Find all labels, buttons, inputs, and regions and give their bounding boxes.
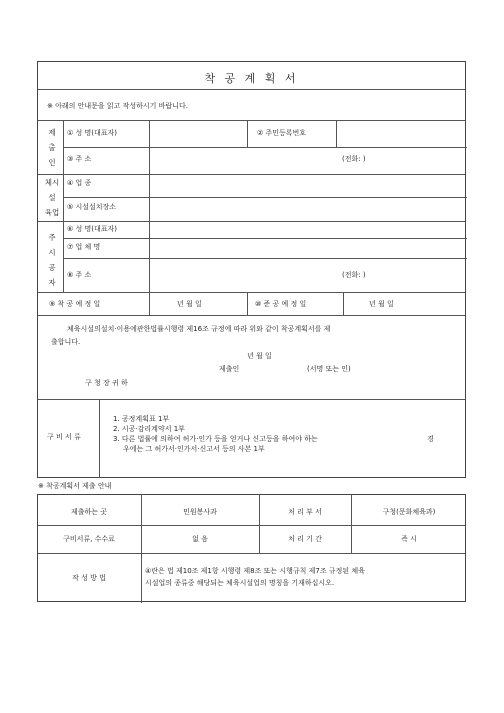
- form-title: 착 공 계 획 서: [204, 72, 299, 85]
- company-name-field[interactable]: [150, 239, 466, 257]
- applicant-address-field[interactable]: [150, 148, 466, 173]
- guide-row1-label: 제출하는 곳: [70, 508, 108, 516]
- business-type-field[interactable]: [150, 175, 466, 196]
- start-date-label: ⑨ 착 공 예 정 일: [49, 300, 101, 308]
- divider: [99, 399, 100, 478]
- attachment-item-4: 우에는 그 허가서·인가서·신고서 등의 사본 1부: [123, 445, 265, 453]
- instruction-text: ※ 아래의 안내문을 읽고 작성하시기 바랍니다.: [47, 102, 188, 110]
- divider: [343, 292, 344, 315]
- guide-row2-label: 구비서류, 수수료: [63, 535, 115, 543]
- guide-row2-label2: 처 리 기 간: [288, 535, 322, 543]
- business-type-label: ④ 업 종: [67, 179, 92, 187]
- facility-location-label: ⑤ 시설설치장소: [67, 203, 117, 211]
- construction-plan-form: [37, 61, 466, 478]
- guide-heading: ※ 착공계획서 제출 안내: [38, 482, 112, 490]
- guide-row1-label2: 처 리 부 서: [288, 508, 322, 516]
- applicant-address-label: ③ 주 소: [67, 155, 92, 163]
- applicant-phone-label: (전화: ): [342, 155, 366, 163]
- divider: [259, 495, 260, 553]
- divider: [63, 221, 64, 292]
- company-name-label: ⑦ 업 체 명: [67, 243, 101, 251]
- applicant-name-label: ① 성 명(대표자): [67, 129, 117, 137]
- attachment-item-3-tail: 경: [427, 435, 434, 443]
- method-line2: 시설업의 종류중 해당되는 체육시설업의 명칭을 기재하십시오.: [145, 579, 335, 587]
- contractor-name-label: ⑥ 성 명(대표자): [67, 225, 117, 233]
- divider: [38, 553, 465, 554]
- applicant-name-field[interactable]: [150, 121, 247, 145]
- guide-row2-value2: 즉 시: [401, 535, 417, 543]
- recipient-label: 구 청 장 귀 하: [85, 379, 128, 387]
- guide-table: [37, 494, 466, 602]
- divider: [351, 495, 352, 553]
- guide-row2-value: 없 음: [192, 535, 208, 543]
- resident-no-field[interactable]: [337, 121, 466, 145]
- resident-no-label: ② 주민등록번호: [257, 129, 307, 137]
- declaration-line1: 체육시설의설치·이용에관한법률시행령 제16조 규정에 따라 위와 같이 착공계획서를 제: [67, 325, 331, 333]
- guide-row1-value: 민원봉사과: [183, 508, 217, 516]
- contractor-group-label: 주 시 공 자: [48, 233, 56, 287]
- contractor-name-field[interactable]: [150, 222, 466, 237]
- signature-label: (서명 또는 인): [307, 365, 351, 373]
- declaration-line2: 출합니다.: [51, 338, 81, 346]
- attachments-label: 구 비 서 류: [47, 433, 81, 441]
- divider: [38, 525, 465, 526]
- attachment-item-2: 2. 시공·감리계약서 1부: [113, 425, 185, 433]
- divider: [247, 292, 248, 315]
- contractor-address-field[interactable]: [150, 259, 466, 291]
- start-date-field[interactable]: 년 월 일: [177, 300, 202, 308]
- applicant-group-label: 제 출 인: [48, 128, 56, 167]
- method-label: 작 성 방 법: [72, 574, 106, 582]
- method-line1: ④란은 법 제10조 제1항 시행령 제8조 또는 시행규칙 제7조 규정된 체육: [145, 567, 365, 575]
- divider: [149, 292, 150, 315]
- submitter-label: 제출인: [219, 365, 240, 373]
- end-date-field[interactable]: 년 월 일: [369, 300, 394, 308]
- attachment-item-3: 3. 다른 법률에 의하여 허가·인가 등을 얻거나 신고등을 하여야 하는: [113, 435, 318, 443]
- contractor-address-label: ⑧ 주 소: [67, 271, 92, 279]
- divider: [38, 292, 465, 293]
- facility-location-field[interactable]: [150, 198, 466, 220]
- divider: [38, 89, 465, 90]
- divider: [38, 399, 465, 400]
- contractor-phone-label: (전화: ): [342, 271, 366, 279]
- end-date-label: ⑩ 준 공 예 정 일: [255, 300, 307, 308]
- divider: [247, 120, 248, 147]
- divider: [38, 315, 465, 316]
- declaration-date: 년 월 일: [247, 352, 272, 360]
- guide-row1-value2: 구청(문화체육과): [382, 508, 436, 516]
- facility-group-label: 체시 설 육업: [44, 178, 60, 217]
- attachment-item-1: 1. 공정계획표 1부: [113, 415, 170, 423]
